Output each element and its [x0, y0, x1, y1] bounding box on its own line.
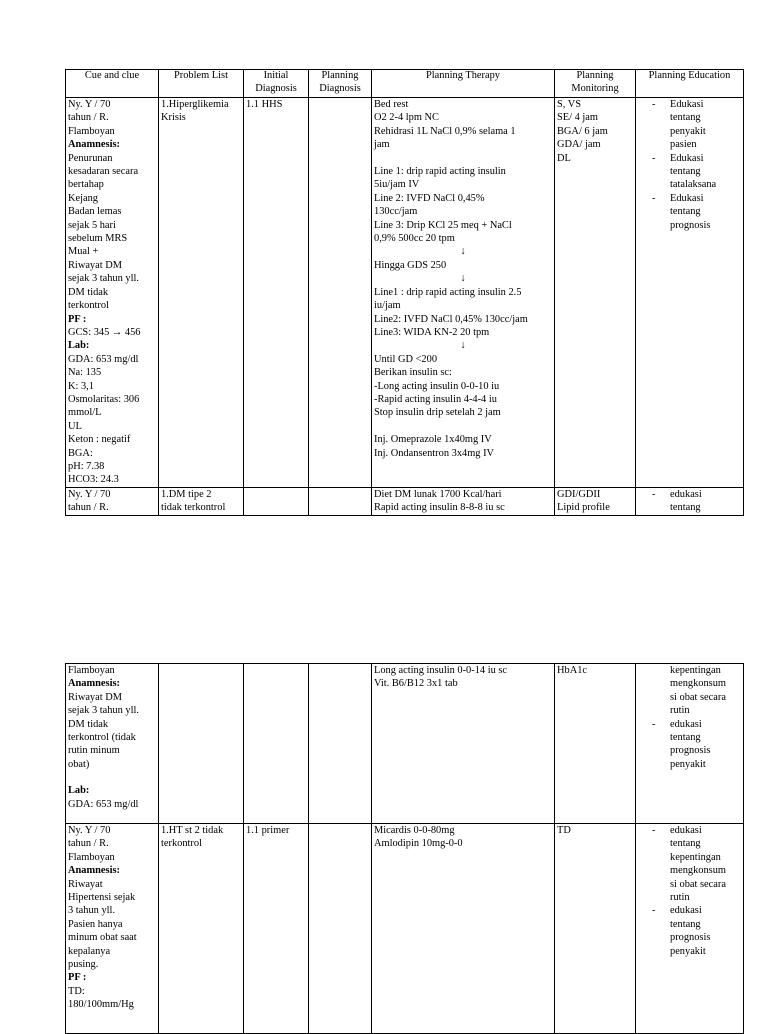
planning-diagnosis-cell — [309, 664, 372, 824]
cue-cell — [66, 664, 159, 824]
cue-intro: Ny. Y / 70 tahun / R. Flamboyan — [68, 99, 115, 137]
header-planning-education: Planning Education — [636, 70, 744, 98]
anamnesis-label: Anamnesis: — [68, 865, 120, 877]
lab-label: Lab: — [68, 785, 90, 797]
education-list — [638, 718, 741, 772]
education-cell — [636, 98, 744, 488]
pf-text: GCS: 345 → 456 — [68, 326, 141, 338]
therapy-cell: Micardis 0-0-80mg Amlodipin 10mg-0-0 — [372, 824, 555, 1034]
table-row — [66, 664, 744, 824]
list-item: - Edukasi tentang tatalaksana — [638, 152, 741, 192]
header-row — [66, 70, 744, 98]
therapy-part-2: Hingga GDS 250 — [374, 259, 447, 271]
care-plan-table-page-2 — [65, 663, 744, 1034]
header-initial-diagnosis: Initial Diagnosis — [244, 70, 309, 98]
lab-text: GDA: 653 mg/dl Na: 135 K: 3,1 Osmolaritas: 306 mmol/L UL Keton : negatif BGA: pH: 7.38 HCO3: 24.3 — [68, 353, 140, 486]
monitoring-cell: GDI/GDII Lipid profile — [555, 487, 636, 515]
therapy-cell: Long acting insulin 0-0-14 iu sc Vit. B6/B12 3x1 tab — [372, 664, 555, 824]
monitoring-cell: HbA1c — [555, 664, 636, 824]
cue-cell — [66, 824, 159, 1034]
initial-diagnosis-cell: 1.1 primer — [244, 824, 309, 1034]
initial-diagnosis-cell — [244, 664, 309, 824]
education-cell — [636, 664, 744, 824]
list-item: - edukasi tentang prognosis penyakit — [638, 718, 741, 772]
cue-cell: Ny. Y / 70 tahun / R. — [66, 487, 159, 515]
therapy-cell: Diet DM lunak 1700 Kcal/hari Rapid acting insulin 8-8-8 iu sc — [372, 487, 555, 515]
problem-cell: 1.DM tipe 2 tidak terkontrol — [159, 487, 244, 515]
initial-diagnosis-cell — [244, 487, 309, 515]
problem-cell: 1.Hiperglikemia Krisis — [159, 98, 244, 488]
problem-cell: 1.HT st 2 tidak terkontrol — [159, 824, 244, 1034]
therapy-part-4: Until GD <200 Berikan insulin sc: -Long acting insulin 0-0-10 iu -Rapid acting insulin 4-4-4 iu Stop insulin drip setelah 2 jam Inj. Omeprazole 1x40mg IV Inj. Ondansentron 3x4mg IV — [374, 353, 501, 459]
education-continued: kepentingan mengkonsum si obat secara rutin — [670, 665, 726, 717]
down-arrow-icon: ↓ — [460, 340, 466, 352]
anamnesis-label: Anamnesis: — [68, 678, 120, 690]
header-planning-monitoring: Planning Monitoring — [555, 70, 636, 98]
planning-diagnosis-cell — [309, 824, 372, 1034]
monitoring-cell: S, VS SE/ 4 jam BGA/ 6 jam GDA/ jam DL — [555, 98, 636, 488]
lab-text: GDA: 653 mg/dl — [68, 798, 139, 810]
list-item: - Edukasi tentang prognosis — [638, 192, 741, 232]
therapy-part-1: Bed rest O2 2-4 lpm NC Rehidrasi 1L NaCl 0,9% selama 1 jam Line 1: drip rapid acting insulin 5iu/jam IV Line 2: IVFD NaCl 0,45% 130cc/jam Line 3: Drip KCl 25 meq + NaCl 0,9% 500cc 20 tpm — [374, 99, 516, 245]
pf-text: TD: 180/100mm/Hg — [68, 985, 134, 1011]
education-list — [638, 824, 741, 958]
list-item: - Edukasi tentang penyakit pasien — [638, 98, 741, 152]
planning-diagnosis-cell — [309, 98, 372, 488]
table-row — [66, 824, 744, 1034]
list-item: - edukasi tentang — [638, 488, 741, 515]
lab-label: Lab: — [68, 340, 90, 352]
care-plan-table-page-1 — [65, 69, 744, 516]
education-cell — [636, 824, 744, 1034]
anamnesis-text: Riwayat Hipertensi sejak 3 tahun yll. Pasien hanya minum obat saat kepalanya pusing. — [68, 878, 137, 971]
header-cue: Cue and clue — [66, 70, 159, 98]
down-arrow-icon: ↓ — [460, 246, 466, 258]
pf-label: PF : — [68, 972, 87, 984]
cue-intro: Ny. Y / 70 tahun / R. Flamboyan — [68, 825, 115, 863]
list-item: - edukasi tentang kepentingan mengkonsum si obat secara rutin — [638, 824, 741, 904]
initial-diagnosis-cell: 1.1 HHS — [244, 98, 309, 488]
header-planning-diagnosis: Planning Diagnosis — [309, 70, 372, 98]
anamnesis-text: Penurunan kesadaran secara bertahap Kejang Badan lemas sejak 5 hari sebelum MRS Mual + Riwayat DM sejak 3 tahun yll. DM tidak terkontrol — [68, 152, 139, 312]
table-row — [66, 487, 744, 515]
planning-diagnosis-cell — [309, 487, 372, 515]
header-planning-therapy: Planning Therapy — [372, 70, 555, 98]
anamnesis-label: Anamnesis: — [68, 139, 120, 151]
education-list — [638, 98, 741, 232]
monitoring-cell: TD — [555, 824, 636, 1034]
list-item: - edukasi tentang prognosis penyakit — [638, 904, 741, 958]
table-row — [66, 98, 744, 488]
anamnesis-text: Riwayat DM sejak 3 tahun yll. DM tidak terkontrol (tidak rutin minum obat) — [68, 691, 139, 770]
cue-cell — [66, 98, 159, 488]
therapy-cell — [372, 98, 555, 488]
education-list — [638, 488, 741, 515]
pf-label: PF : — [68, 313, 87, 325]
down-arrow-icon: ↓ — [460, 273, 466, 285]
cue-intro: Flamboyan — [68, 665, 115, 676]
education-cell — [636, 487, 744, 515]
header-problem: Problem List — [159, 70, 244, 98]
problem-cell — [159, 664, 244, 824]
therapy-part-3: Line1 : drip rapid acting insulin 2.5 iu/jam Line2: IVFD NaCl 0,45% 130cc/jam Line3: WIDA KN-2 20 tpm — [374, 286, 528, 338]
